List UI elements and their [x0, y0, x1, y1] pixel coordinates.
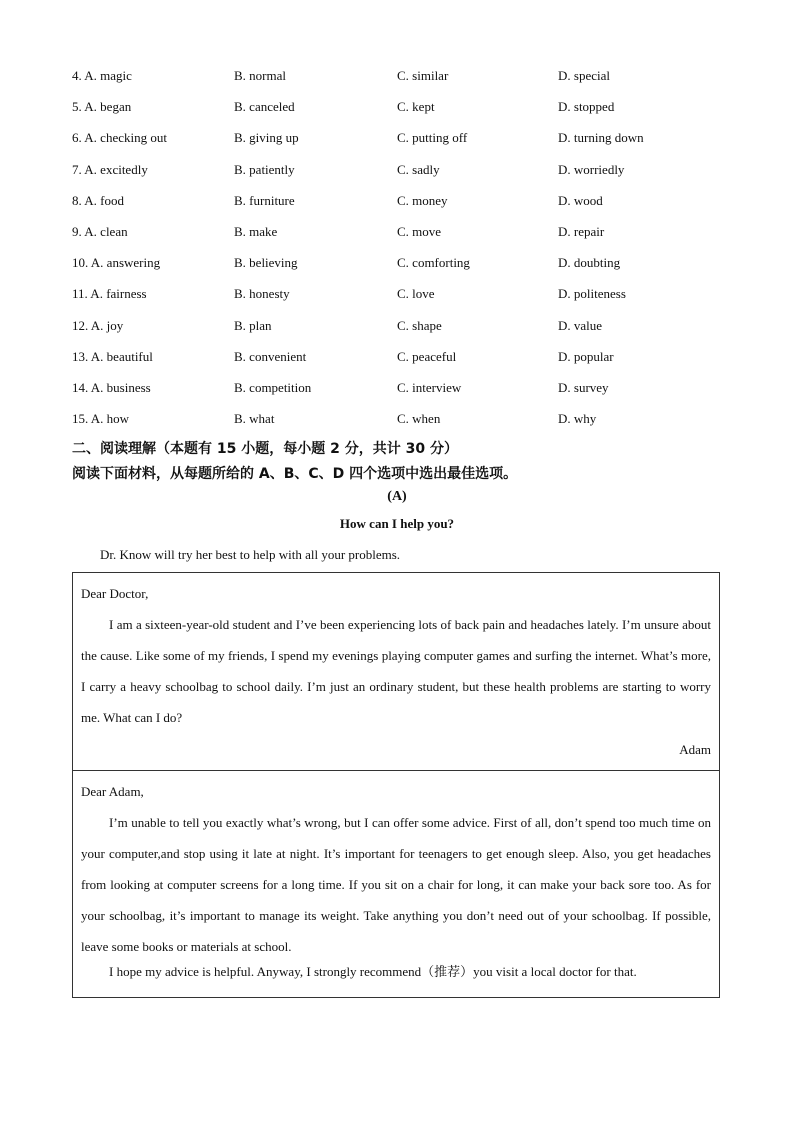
option-c: C. move: [397, 223, 442, 239]
option-a: 10. A. answering: [72, 255, 161, 271]
letter-from-adam: [73, 573, 719, 771]
option-a: 4. A. magic: [72, 68, 132, 83]
option-b: B. convenient: [234, 348, 307, 364]
option-c: C. money: [397, 192, 448, 208]
question-row: [72, 192, 722, 223]
option-d: D. value: [558, 317, 603, 333]
option-d: D. turning down: [558, 130, 644, 146]
letter-signature: Adam: [679, 742, 711, 757]
question-row: [72, 223, 722, 254]
section-instruction: 阅读下面材料，从每题所给的 A、B、C、D 四个选项中选出最佳选项。: [72, 466, 518, 482]
letter-closing: I hope my advice is helpful. Anyway, I strongly recommend（推荐）you visit a local doctor for that.: [109, 964, 637, 979]
option-a: 8. A. food: [72, 192, 124, 208]
option-b: B. canceled: [234, 99, 295, 115]
question-row: [72, 317, 722, 348]
section-heading: 二、阅读理解（本题有 15 小题，每小题 2 分，共计 30 分）: [72, 441, 458, 457]
option-d: D. special: [558, 68, 610, 83]
option-a: 12. A. joy: [72, 317, 124, 333]
letters-box: [72, 572, 720, 998]
passage-title: How can I help you?: [339, 516, 455, 531]
option-a: 9. A. clean: [72, 223, 128, 239]
option-a: 11. A. fairness: [72, 286, 147, 302]
option-a: 15. A. how: [72, 411, 130, 427]
option-b: B. competition: [234, 379, 312, 395]
letter-salutation: Dear Doctor,: [81, 586, 149, 601]
answer-options-list: [72, 67, 722, 441]
option-d: D. doubting: [558, 255, 621, 271]
option-b: B. patiently: [234, 161, 295, 177]
passage-label: (A): [387, 489, 407, 504]
option-d: D. politeness: [558, 286, 626, 302]
option-c: C. peaceful: [397, 348, 457, 364]
question-row: [72, 410, 722, 441]
letter-body: I am a sixteen-year-old student and I’ve been experiencing lots of back pain and headaches lately. I’m unsure about the cause. Like some of my friends, I spend my evenings playing computer games and surfing the internet. What’s more, I carry a heavy schoolbag to school daily. I’m just an ordinary student, but these health problems are starting to worry me. What can I do?: [81, 617, 711, 725]
letter-salutation: Dear Adam,: [81, 784, 144, 799]
option-c: C. interview: [397, 379, 462, 395]
question-row: [72, 161, 722, 192]
option-c: C. comforting: [397, 255, 470, 271]
option-c: C. sadly: [397, 161, 440, 177]
option-d: D. repair: [558, 223, 605, 239]
option-b: B. believing: [234, 255, 298, 271]
option-a: 13. A. beautiful: [72, 348, 153, 364]
option-b: B. what: [234, 411, 275, 427]
option-d: D. popular: [558, 348, 614, 364]
question-row: [72, 129, 722, 160]
option-a: 5. A. began: [72, 99, 132, 115]
option-b: B. giving up: [234, 130, 299, 146]
option-c: C. shape: [397, 317, 442, 333]
option-d: D. survey: [558, 379, 609, 395]
passage-intro: Dr. Know will try her best to help with all your problems.: [100, 547, 401, 562]
option-b: B. plan: [234, 317, 272, 333]
option-c: C. similar: [397, 68, 449, 83]
option-b: B. make: [234, 223, 278, 239]
option-c: C. when: [397, 411, 441, 427]
option-a: 14. A. business: [72, 379, 151, 395]
option-b: B. normal: [234, 68, 286, 83]
option-b: B. honesty: [234, 286, 290, 302]
letter-body: I’m unable to tell you exactly what’s wrong, but I can offer some advice. First of all, don’t spend too much time on your computer,and stop using it late at night. It’s important for teenagers to get enough sleep. Also, you get headaches from looking at computer screens for a long time. If you sit on a chair for long, it can make your back sore too. As for your schoolbag, it’s important to manage its weight. Take anything you don’t need out of your schoolbag. If possible, leave some books or materials at school.: [81, 815, 711, 954]
option-d: D. stopped: [558, 99, 615, 115]
question-row: [72, 285, 722, 316]
option-d: D. why: [558, 411, 597, 427]
option-b: B. furniture: [234, 192, 295, 208]
question-row: [72, 98, 722, 129]
option-a: 6. A. checking out: [72, 130, 167, 146]
letter-from-doctor: [73, 771, 719, 997]
option-d: D. worriedly: [558, 161, 625, 177]
question-row: [72, 379, 722, 410]
option-d: D. wood: [558, 192, 603, 208]
question-row: [72, 254, 722, 285]
option-c: C. kept: [397, 99, 435, 115]
option-a: 7. A. excitedly: [72, 161, 148, 177]
question-row: [72, 67, 722, 98]
question-row: [72, 348, 722, 379]
option-c: C. love: [397, 286, 435, 302]
option-c: C. putting off: [397, 130, 468, 146]
